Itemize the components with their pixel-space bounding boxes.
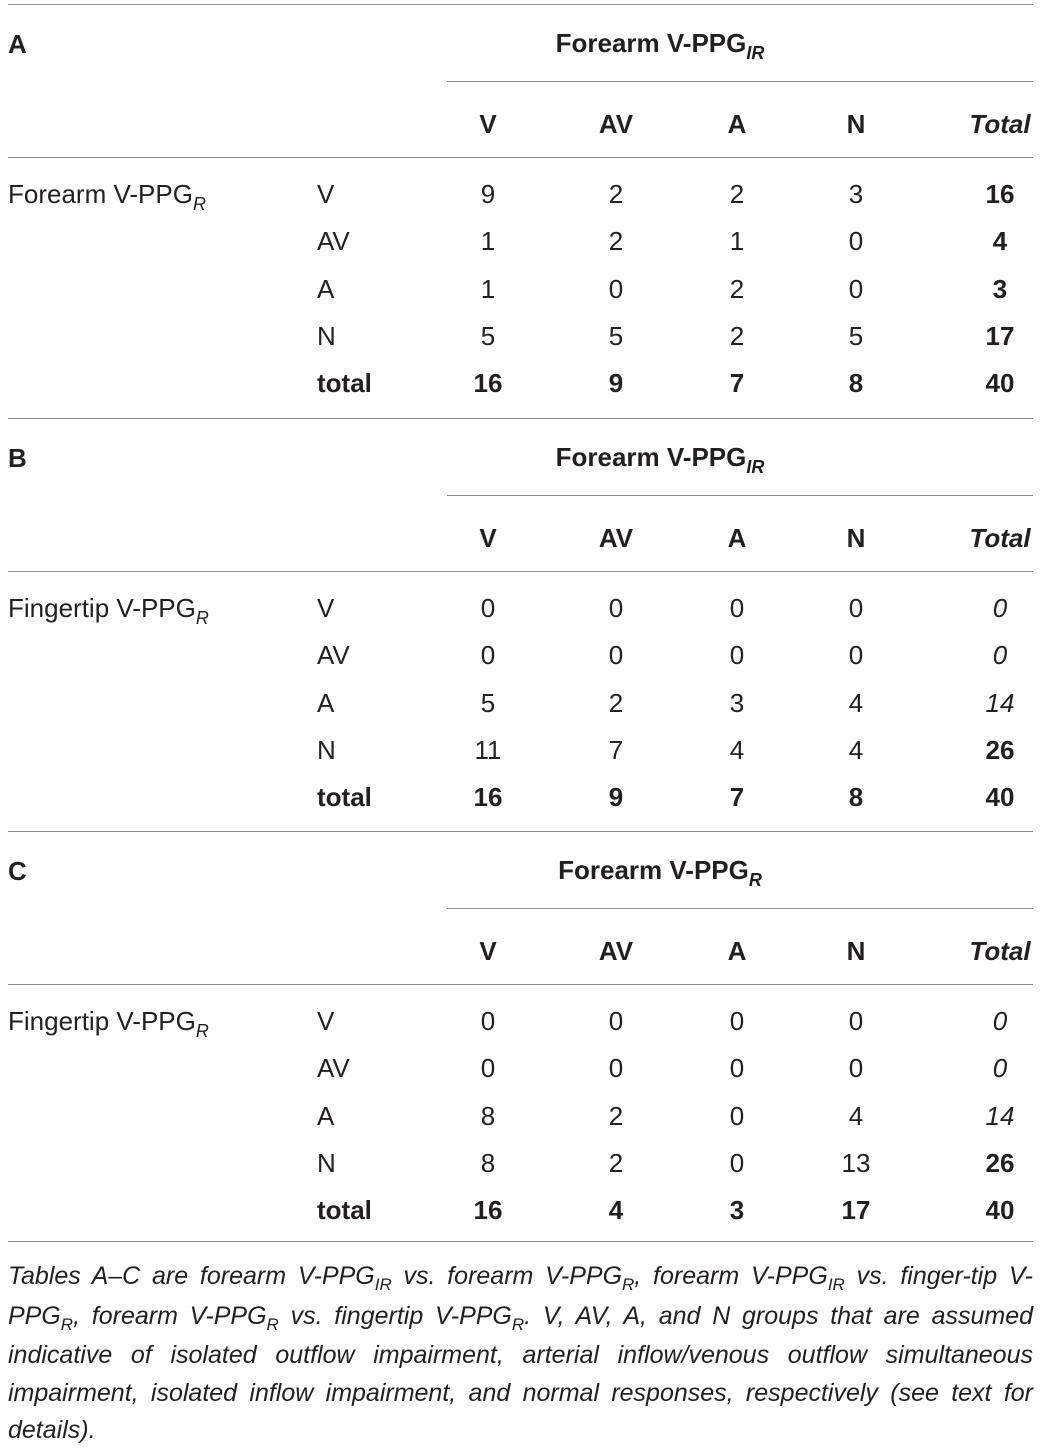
table-cell: 0: [608, 593, 624, 623]
table-cell: 1: [480, 226, 496, 256]
row-label-main-text: Fingertip V-PPG: [8, 1006, 196, 1036]
total-row-cell: 8: [848, 368, 864, 398]
column-header: V: [479, 936, 497, 966]
table-cell: 2: [608, 226, 624, 256]
table-bottom-rule: [8, 1241, 1033, 1242]
caption-subscript: R: [622, 1275, 635, 1294]
table-cell: 3: [848, 179, 864, 209]
table-cell: 0: [729, 1053, 745, 1083]
table-cell: 0: [729, 1006, 745, 1036]
table-cell: 0: [608, 1006, 624, 1036]
table-cell: 0: [848, 274, 864, 304]
row-total-cell: 0: [992, 1053, 1008, 1083]
section-letter: B: [8, 443, 27, 473]
table-cell: 0: [729, 593, 745, 623]
caption-text: vs. finger-tip V-PPG: [8, 1262, 1033, 1330]
table-cell: 2: [729, 321, 745, 351]
table-cell: 4: [848, 688, 864, 718]
grand-total-cell: 40: [985, 1195, 1015, 1225]
caption-text: , forearm V-PPG: [634, 1262, 828, 1290]
row-label: A: [317, 274, 335, 304]
table-cell: 8: [480, 1101, 496, 1131]
row-label-subscript: R: [195, 1021, 209, 1041]
row-label-main-text: Fingertip V-PPG: [8, 593, 196, 623]
row-group-label: [8, 179, 206, 212]
header-bottom-rule: [8, 984, 1033, 985]
table-cell: 0: [848, 640, 864, 670]
total-row-cell: 16: [473, 782, 503, 812]
table-cell: 8: [480, 1148, 496, 1178]
row-label: V: [317, 179, 335, 209]
column-header: Total: [969, 523, 1031, 553]
caption-subscript: IR: [374, 1275, 392, 1294]
row-label: A: [317, 688, 335, 718]
header-subscript: IR: [746, 43, 765, 63]
table-cell: 0: [608, 1053, 624, 1083]
total-row-cell: 9: [608, 368, 624, 398]
total-row-cell: 8: [848, 782, 864, 812]
header-subscript: IR: [746, 457, 765, 477]
row-label: AV: [317, 640, 350, 670]
row-label-subscript: R: [192, 194, 206, 214]
table-cell: 2: [608, 688, 624, 718]
table-cell: 0: [729, 640, 745, 670]
caption-subscript: R: [266, 1314, 279, 1334]
row-total-cell: 0: [992, 593, 1008, 623]
total-row-label: total: [317, 782, 372, 812]
table-cell: 1: [729, 226, 745, 256]
total-row-cell: 16: [473, 1195, 503, 1225]
row-label: AV: [317, 226, 350, 256]
row-label-subscript: R: [195, 608, 209, 628]
caption-text: Tables A–C are forearm V-PPG: [8, 1262, 375, 1290]
row-label: N: [317, 321, 336, 351]
row-label: N: [317, 1148, 336, 1178]
total-row-label: total: [317, 1195, 372, 1225]
column-header: V: [479, 523, 497, 553]
total-row-cell: 3: [729, 1195, 745, 1225]
total-row-label: total: [317, 368, 372, 398]
table-caption: [8, 1258, 1033, 1450]
header-bottom-rule: [8, 157, 1033, 158]
row-label: A: [317, 1101, 335, 1131]
caption-subscript: IR: [827, 1275, 845, 1294]
row-label: V: [317, 1006, 335, 1036]
table-cell: 0: [480, 1053, 496, 1083]
table-cell: 2: [608, 1148, 624, 1178]
column-header: N: [846, 523, 866, 553]
table-cell: 9: [480, 179, 496, 209]
column-header: Total: [969, 936, 1031, 966]
section-letter: C: [8, 856, 27, 886]
column-header: N: [846, 936, 866, 966]
section-top-rule: [8, 4, 1033, 5]
group-header-rule: [447, 81, 1033, 82]
table-cell: 7: [608, 735, 624, 765]
table-cell: 2: [608, 179, 624, 209]
row-total-cell: 4: [992, 226, 1008, 256]
grand-total-cell: 40: [985, 368, 1015, 398]
table-cell: 5: [480, 688, 496, 718]
table-cell: 4: [848, 1101, 864, 1131]
column-header: AV: [598, 936, 634, 966]
total-row-cell: 7: [729, 368, 745, 398]
header-main-text: Forearm V-PPG: [558, 855, 749, 885]
row-total-cell: 17: [985, 321, 1015, 351]
row-label-main-text: Forearm V-PPG: [8, 179, 193, 209]
table-cell: 13: [841, 1148, 871, 1178]
table-cell: 0: [480, 640, 496, 670]
column-header: A: [727, 936, 747, 966]
table-cell: 0: [848, 226, 864, 256]
table-cell: 5: [848, 321, 864, 351]
row-total-cell: 3: [992, 274, 1008, 304]
section-letter: A: [8, 29, 27, 59]
row-label: N: [317, 735, 336, 765]
table-cell: 11: [474, 735, 502, 765]
row-total-cell: 26: [985, 735, 1015, 765]
table-cell: 0: [480, 593, 496, 623]
row-group-label: [8, 593, 209, 626]
total-row-cell: 17: [841, 1195, 871, 1225]
header-main-text: Forearm V-PPG: [555, 28, 747, 58]
column-group-header: [556, 442, 765, 475]
column-header: V: [479, 109, 497, 139]
caption-text: vs. fingertip V-PPG: [278, 1301, 512, 1330]
column-header: Total: [969, 109, 1031, 139]
table-cell: 0: [608, 640, 624, 670]
caption-text: vs. forearm V-PPG: [391, 1262, 623, 1290]
group-header-rule: [447, 908, 1033, 909]
table-cell: 4: [848, 735, 864, 765]
section-top-rule: [8, 831, 1033, 832]
caption-text: , forearm V-PPG: [73, 1301, 267, 1330]
column-group-header: [558, 855, 762, 888]
row-total-cell: 16: [985, 179, 1015, 209]
header-bottom-rule: [8, 571, 1033, 572]
table-cell: 5: [480, 321, 496, 351]
row-total-cell: 0: [992, 640, 1008, 670]
grand-total-cell: 40: [985, 782, 1015, 812]
table-cell: 2: [729, 274, 745, 304]
section-top-rule: [8, 418, 1033, 419]
column-header: A: [727, 109, 747, 139]
row-label: AV: [317, 1053, 350, 1083]
column-header: A: [727, 523, 747, 553]
table-cell: 2: [729, 179, 745, 209]
group-header-rule: [447, 495, 1033, 496]
row-total-cell: 14: [985, 1101, 1015, 1131]
table-cell: 0: [729, 1148, 745, 1178]
caption-subscript: R: [60, 1314, 74, 1334]
table-cell: 1: [480, 274, 496, 304]
row-label: V: [317, 593, 335, 623]
total-row-cell: 9: [608, 782, 624, 812]
header-main-text: Forearm V-PPG: [555, 442, 747, 472]
row-group-label: [8, 1006, 209, 1039]
table-cell: 0: [480, 1006, 496, 1036]
total-row-cell: 4: [608, 1195, 624, 1225]
row-total-cell: 14: [985, 688, 1015, 718]
column-header: N: [846, 109, 866, 139]
table-cell: 3: [729, 688, 745, 718]
column-header: AV: [598, 109, 634, 139]
header-subscript: R: [748, 870, 762, 890]
total-row-cell: 7: [729, 782, 745, 812]
caption-text: . V, AV, A, and N groups that are assumed indicative of isolated outflow impairment, arterial inflow/venous outflow simultaneous impairment, isolated inflow impairment, and normal responses, respectively (see text for details).: [8, 1301, 1034, 1444]
table-cell: 0: [729, 1101, 745, 1131]
table-cell: 5: [608, 321, 624, 351]
table-cell: 0: [848, 1006, 864, 1036]
table-cell: 4: [729, 735, 745, 765]
table-cell: 0: [848, 1053, 864, 1083]
table-cell: 0: [848, 593, 864, 623]
total-row-cell: 16: [473, 368, 503, 398]
caption-subscript: R: [511, 1314, 525, 1334]
table-cell: 0: [608, 274, 624, 304]
row-total-cell: 0: [992, 1006, 1008, 1036]
column-header: AV: [598, 523, 634, 553]
table-cell: 2: [608, 1101, 624, 1131]
column-group-header: [556, 28, 765, 61]
row-total-cell: 26: [985, 1148, 1015, 1178]
